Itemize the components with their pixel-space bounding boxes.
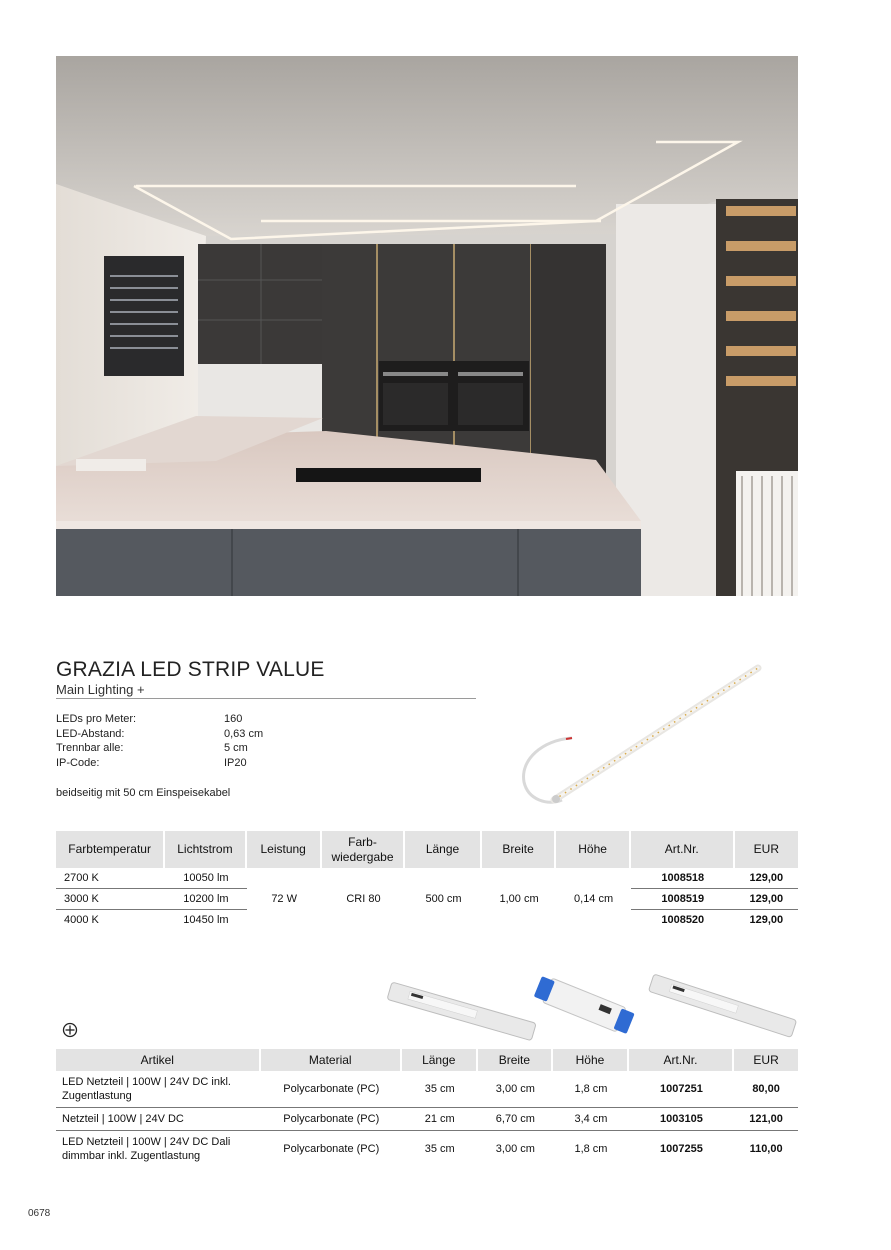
led-strip-table	[56, 831, 798, 930]
cell-artikel: Netzteil | 100W | 24V DC	[56, 1108, 261, 1131]
cell-laenge: 35 cm	[402, 1071, 478, 1108]
header-artikel: Artikel	[56, 1049, 261, 1071]
cell-material: Polycarbonate (PC)	[261, 1108, 402, 1131]
cell-farbtemperatur: 2700 K	[56, 868, 165, 889]
spec-row	[56, 712, 263, 727]
header-hoehe: Höhe	[556, 831, 630, 868]
cell-laenge: 500 cm	[425, 893, 462, 905]
header-eur: EUR	[734, 1049, 798, 1071]
cell-artnr: 1008519	[631, 889, 735, 910]
header-eur: EUR	[735, 831, 798, 868]
header-breite: Breite	[482, 831, 557, 868]
cell-lichtstrom: 10050 lm	[165, 868, 246, 889]
cell-artikel: LED Netzteil | 100W | 24V DC inkl. Zugentlastung	[56, 1071, 261, 1108]
spec-row	[56, 741, 263, 756]
spec-label: LED-Abstand:	[56, 727, 125, 740]
cell-artnr: 1003105	[629, 1108, 734, 1131]
cell-breite: 1,00 cm	[499, 893, 539, 905]
spec-list	[56, 712, 263, 770]
header-leistung: Leistung	[247, 831, 322, 868]
cell-breite: 3,00 cm	[478, 1071, 554, 1108]
cell-material: Polycarbonate (PC)	[283, 1143, 380, 1155]
header-material: Material	[261, 1049, 402, 1071]
spec-label: LEDs pro Meter:	[56, 713, 137, 725]
cell-artnr: 1008518	[631, 868, 735, 889]
header-farbtemperatur: Farbtemperatur	[56, 831, 165, 868]
product-title: GRAZIA LED STRIP VALUE	[56, 658, 325, 681]
cell-material: Polycarbonate (PC)	[261, 1071, 402, 1108]
cell-farbwiedergabe: CRI 80	[346, 893, 381, 905]
power-supply-images	[386, 970, 800, 1042]
spec-label: IP-Code:	[56, 756, 100, 769]
cell-artnr: 1007251	[629, 1071, 734, 1108]
cell-eur: 129,00	[735, 868, 798, 889]
cell-eur: 110,00	[749, 1143, 783, 1155]
cell-artnr: 1008520	[661, 914, 705, 926]
header-laenge: Länge	[405, 831, 482, 868]
table-row	[56, 1131, 798, 1167]
header-farbwiedergabe: Farb- wiedergabe	[322, 831, 406, 868]
spec-value: 160	[224, 713, 243, 725]
power-supply-table	[56, 1049, 798, 1167]
cell-eur: 129,00	[735, 889, 798, 910]
cell-artikel: LED Netzteil | 100W | 24V DC Dali dimmbar inkl. Zugentlastung	[62, 1136, 231, 1162]
cell-farbtemperatur: 3000 K	[56, 889, 165, 910]
table-row	[56, 1108, 798, 1131]
spec-value: 5 cm	[224, 742, 248, 754]
page-number: 0678	[28, 1208, 51, 1219]
cell-leistung: 72 W	[271, 893, 297, 905]
header-laenge: Länge	[402, 1049, 478, 1071]
cell-eur: 129,00	[749, 914, 784, 926]
cell-eur: 80,00	[734, 1071, 798, 1108]
spec-row	[56, 756, 263, 771]
spec-value: 0,63 cm	[224, 727, 264, 740]
product-subtitle: Main Lighting +	[56, 682, 145, 697]
cell-eur: 121,00	[734, 1108, 798, 1131]
spec-row	[56, 727, 263, 742]
table-row	[56, 1071, 798, 1108]
cell-farbtemperatur: 4000 K	[64, 914, 99, 926]
spec-label: Trennbar alle:	[56, 742, 124, 754]
title-divider	[56, 698, 476, 699]
spec-value: IP20	[224, 756, 247, 769]
cell-hoehe: 1,8 cm	[553, 1071, 629, 1108]
header-lichtstrom: Lichtstrom	[165, 831, 246, 868]
cell-lichtstrom: 10450 lm	[183, 914, 229, 926]
header-hoehe: Höhe	[553, 1049, 629, 1071]
cell-hoehe: 1,8 cm	[574, 1143, 608, 1155]
cell-hoehe: 0,14 cm	[574, 893, 614, 905]
cell-laenge: 35 cm	[424, 1143, 455, 1155]
led-strip-image	[512, 660, 768, 810]
cell-laenge: 21 cm	[402, 1108, 478, 1131]
cell-breite: 3,00 cm	[495, 1143, 535, 1155]
plus-circle-icon	[62, 1022, 78, 1038]
cell-breite: 6,70 cm	[478, 1108, 554, 1131]
cell-lichtstrom: 10200 lm	[165, 889, 246, 910]
header-artnr: Art.Nr.	[631, 831, 735, 868]
header-breite: Breite	[478, 1049, 554, 1071]
header-artnr: Art.Nr.	[629, 1049, 734, 1071]
cell-hoehe: 3,4 cm	[553, 1108, 629, 1131]
cable-note: beidseitig mit 50 cm Einspeisekabel	[56, 787, 231, 799]
table-row	[56, 868, 798, 889]
kitchen-photo	[56, 56, 798, 596]
cell-artnr: 1007255	[660, 1143, 703, 1155]
